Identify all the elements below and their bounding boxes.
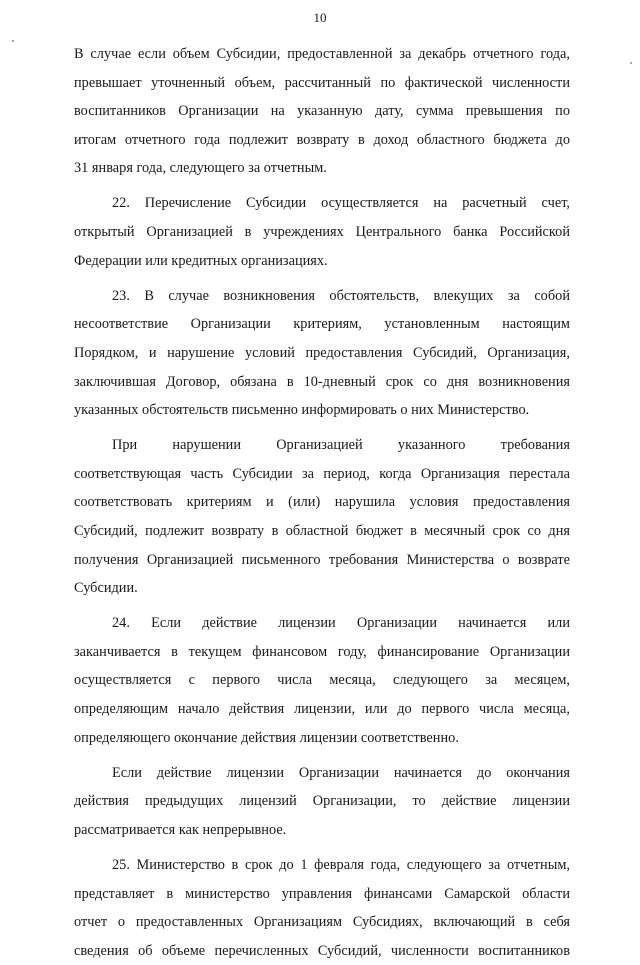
text-line: соответствовать критериям и (или) нарушила условия предоставления <box>74 494 570 511</box>
text-line: определяющим начало действия лицензии, или до первого числа месяца, <box>74 701 570 718</box>
text-line: Субсидии. <box>74 580 138 597</box>
text-line: 24. Если действие лицензии Организации начинается или <box>112 615 570 632</box>
text-line: получения Организацией письменного требования Министерства о возврате <box>74 551 570 568</box>
paragraph-p-25 <box>74 851 570 965</box>
paragraph-p-23-2 <box>74 431 570 603</box>
text-line: 25. Министерство в срок до 1 февраля года, следующего за отчетным, <box>112 857 570 874</box>
document-body <box>74 40 570 965</box>
text-line: При нарушении Организацией указанного требования <box>112 437 570 454</box>
text-line: несоответствие Организации критериям, установленным настоящим <box>74 316 570 333</box>
paragraph-p-24 <box>74 609 570 752</box>
text-line: сведения об объеме перечисленных Субсидий, численности воспитанников <box>74 942 570 959</box>
text-line: 31 января года, следующего за отчетным. <box>74 160 327 177</box>
text-line: открытый Организацией в учреждениях Центрального банка Российской <box>74 224 570 241</box>
paragraph-p-continuation <box>74 40 570 183</box>
text-line: рассматривается как непрерывное. <box>74 821 287 838</box>
text-line: указанных обстоятельств письменно информировать о них Министерство. <box>74 402 530 419</box>
paragraph-p-23 <box>74 282 570 425</box>
text-line: соответствующая часть Субсидии за период, когда Организация перестала <box>74 465 570 482</box>
text-line: итогам отчетного года подлежит возврату в доход областного бюджета до <box>74 131 570 148</box>
page-number: 10 <box>313 10 327 25</box>
text-line: Если действие лицензии Организации начинается до окончания <box>112 764 570 781</box>
text-line: 23. В случае возникновения обстоятельств, влекущих за собой <box>112 287 570 304</box>
text-line: действия предыдущих лицензий Организации, то действие лицензии <box>74 793 570 810</box>
paragraph-p-24-2 <box>74 759 570 845</box>
text-line: Порядком, и нарушение условий предоставления Субсидий, Организация, <box>74 344 570 361</box>
text-line: В случае если объем Субсидии, предоставленной за декабрь отчетного года, <box>74 46 570 62</box>
text-line: заключившая Договор, обязана в 10-дневный срок со дня возникновения <box>74 373 570 390</box>
text-line: заканчивается в текущем финансовом году, финансирование Организации <box>74 643 570 660</box>
text-line: осуществляется с первого числа месяца, следующего за месяцем, <box>74 672 570 689</box>
text-line: воспитанников Организации на указанную дату, сумма превышения по <box>74 103 570 120</box>
scan-artifact <box>630 62 632 64</box>
text-line: отчет о предоставленных Организациям Субсидиях, включающий в себя <box>74 914 570 931</box>
scan-artifact <box>12 40 14 42</box>
text-line: определяющего окончание действия лицензии соответственно. <box>74 729 459 746</box>
paragraph-p-22 <box>74 189 570 275</box>
text-line: 22. Перечисление Субсидии осуществляется на расчетный счет, <box>112 195 570 212</box>
text-line: превышает уточненный объем, рассчитанный по фактической численности <box>74 74 570 91</box>
text-line: Федерации или кредитных организациях. <box>74 252 328 269</box>
text-line: представляет в министерство управления финансами Самарской области <box>74 885 570 902</box>
text-line: Субсидий, подлежит возврату в областной бюджет в месячный срок со дня <box>74 523 570 539</box>
